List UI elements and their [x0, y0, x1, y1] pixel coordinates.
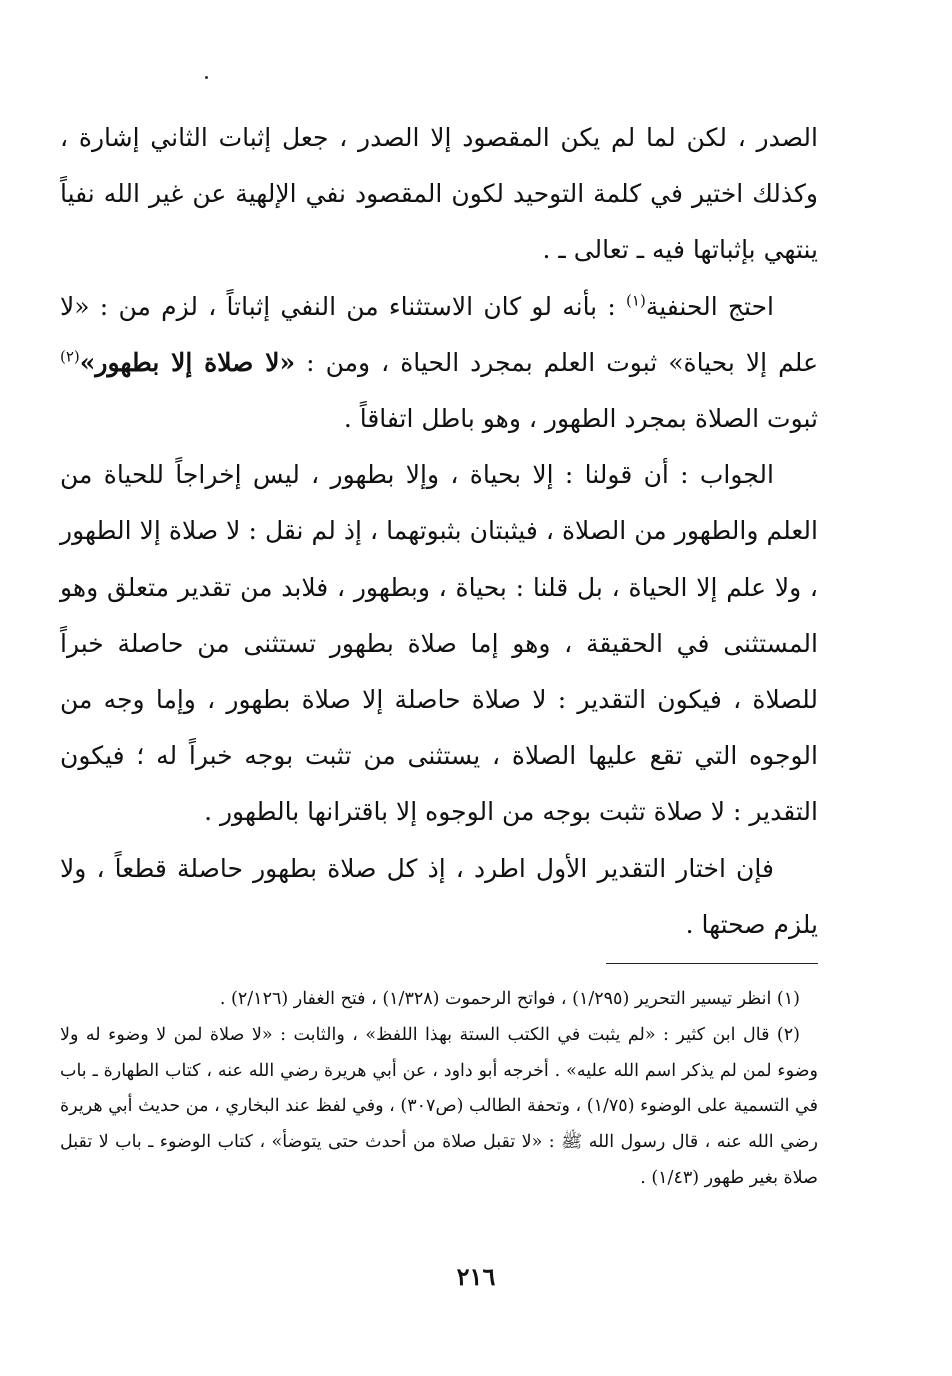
page-number: ٢١٦ — [456, 1262, 496, 1291]
paragraph-2-start: احتج الحنفية — [645, 291, 774, 321]
footnotes — [60, 982, 818, 1197]
paragraph-2-end: ثبوت الصلاة بمجرد الطهور ، وهو باطل اتفاقاً . — [343, 404, 818, 434]
paragraph-2-middle: : بأنه لو كان الاستثناء من النفي إثباتاً ، لزم من : «لا علم إلا بحياة» ثبوت العلم بمجرد الحياة ، ومن : — [60, 291, 818, 377]
footnote-divider — [606, 963, 818, 964]
paragraph-2 — [60, 279, 818, 448]
footnote-2: (٢) قال ابن كثير : «لم يثبت في الكتب الستة بهذا اللفظ» ، والثابت : «لا صلاة لمن لا وضوء له ولا وضوء لمن لم يذكر اسم الله عليه» . أخرجه أبو داود ، عن أبي هريرة رضي الله عنه ، كتاب الطهارة ـ باب في التسمية على الوضوء (١/٧٥) ، وتحفة الطالب (ص٣٠٧) ، وفي لفظ عند البخاري ، من حديث أبي هريرة رضي الله عنه ، قال رسول الله ﷺ : «لا تقبل صلاة من أحدث حتى يتوضأ» ، كتاب الوضوء ـ باب لا تقبل صلاة بغير طهور (١/٤٣) . — [60, 1024, 818, 1188]
paragraph-3: الجواب : أن قولنا : إلا بحياة ، وإلا بطهور ، ليس إخراجاً للحياة من العلم والطهور من الصلاة ، فيثبتان بثبوتهما ، إذ لم نقل : لا صلاة إلا الطهور ، ولا علم إلا الحياة ، بل قلنا : بحياة ، وبطهور ، فلابد من تقدير متعلق وهو المستثنى في الحقيقة ، وهو إما صلاة بطهور تستثنى من حاصلة خبراً للصلاة ، فيكون التقدير : لا صلاة حاصلة إلا صلاة بطهور ، وإما وجه من الوجوه التي تقع عليها الصلاة ، يستثنى من تثبت بوجه خبراً له ؛ فيكون التقدير : لا صلاة تثبت بوجه من الوجوه إلا باقترانها بالطهور . — [60, 460, 818, 827]
main-text — [60, 110, 818, 953]
footnote-ref-1[interactable]: (١) — [626, 291, 646, 310]
stray-dot — [205, 76, 208, 79]
footnote-ref-2[interactable]: (٢) — [60, 347, 80, 366]
footnote-1: (١) انظر تيسير التحرير (١/٢٩٥) ، فواتح الرحموت (١/٣٢٨) ، فتح الغفار (٢/١٢٦) . — [219, 989, 800, 1009]
bold-quote: «لا صلاة إلا بطهور» — [79, 347, 296, 377]
paragraph-1: الصدر ، لكن لما لم يكن المقصود إلا الصدر ، جعل إثبات الثاني إشارة ، وكذلك اختير في كلمة التوحيد لكون المقصود نفي الإلهية عن غير الله نفياً ينتهي بإثباتها فيه ـ تعالى ـ . — [60, 123, 818, 265]
paragraph-4: فإن اختار التقدير الأول اطرد ، إذ كل صلاة بطهور حاصلة قطعاً ، ولا يلزم صحتها . — [60, 853, 818, 939]
